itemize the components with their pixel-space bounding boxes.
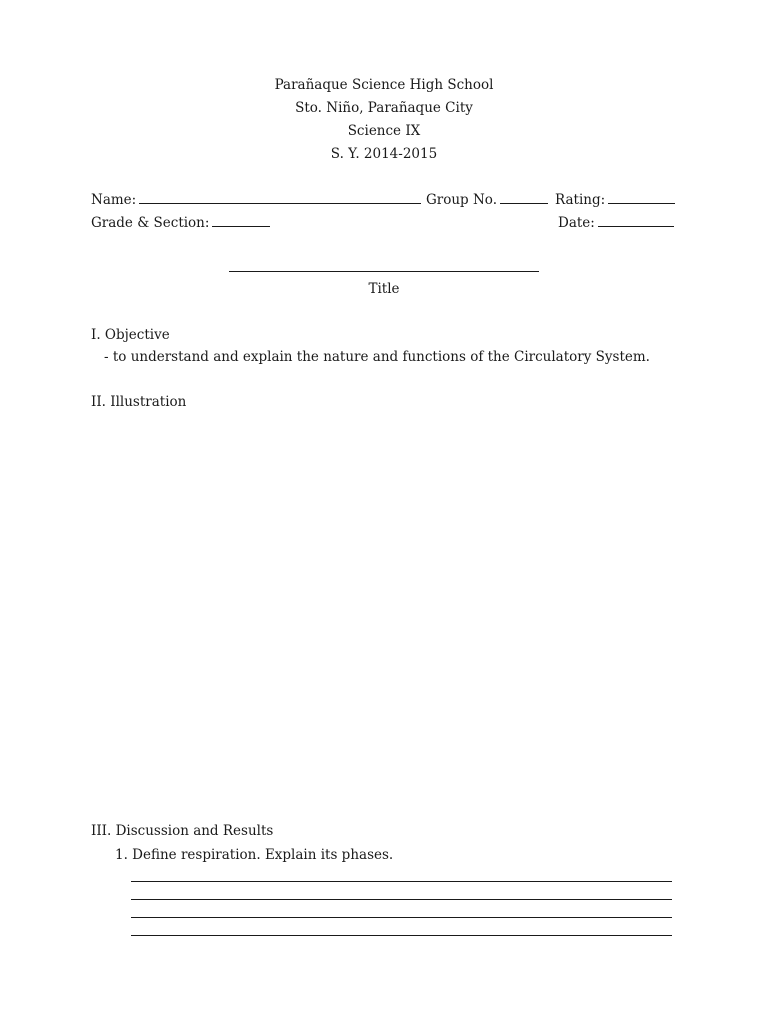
name-label: Name: <box>91 192 137 208</box>
illustration-area[interactable] <box>91 420 676 810</box>
rating-blank[interactable] <box>608 190 675 204</box>
date-label: Date: <box>558 215 595 231</box>
answer-line[interactable] <box>131 899 672 900</box>
group-label: Group No. <box>426 192 497 208</box>
group-field[interactable] <box>426 190 548 208</box>
school-address: Sto. Niño, Parañaque City <box>295 100 473 116</box>
grade-section-label: Grade & Section: <box>91 215 210 231</box>
objective-text: - to understand and explain the nature and functions of the Circulatory System. <box>104 349 650 365</box>
answer-line[interactable] <box>131 917 672 918</box>
title-caption: Title <box>368 281 400 297</box>
date-blank[interactable] <box>598 213 674 227</box>
illustration-heading: II. Illustration <box>91 394 187 410</box>
grade-section-field[interactable] <box>91 213 270 231</box>
answer-line[interactable] <box>131 881 672 882</box>
question-1: 1. Define respiration. Explain its phases. <box>115 847 394 863</box>
name-field[interactable] <box>91 190 421 208</box>
grade-section-blank[interactable] <box>212 213 270 227</box>
school-year: S. Y. 2014-2015 <box>330 146 438 162</box>
title-blank[interactable] <box>229 271 539 272</box>
answer-line[interactable] <box>131 935 672 936</box>
rating-label: Rating: <box>555 192 606 208</box>
subject-name: Science IX <box>347 123 421 139</box>
date-field[interactable] <box>558 213 674 231</box>
discussion-heading: III. Discussion and Results <box>91 823 274 839</box>
objective-heading: I. Objective <box>91 327 170 343</box>
group-blank[interactable] <box>500 190 548 204</box>
rating-field[interactable] <box>555 190 675 208</box>
name-blank[interactable] <box>139 190 421 204</box>
school-name: Parañaque Science High School <box>274 77 494 93</box>
